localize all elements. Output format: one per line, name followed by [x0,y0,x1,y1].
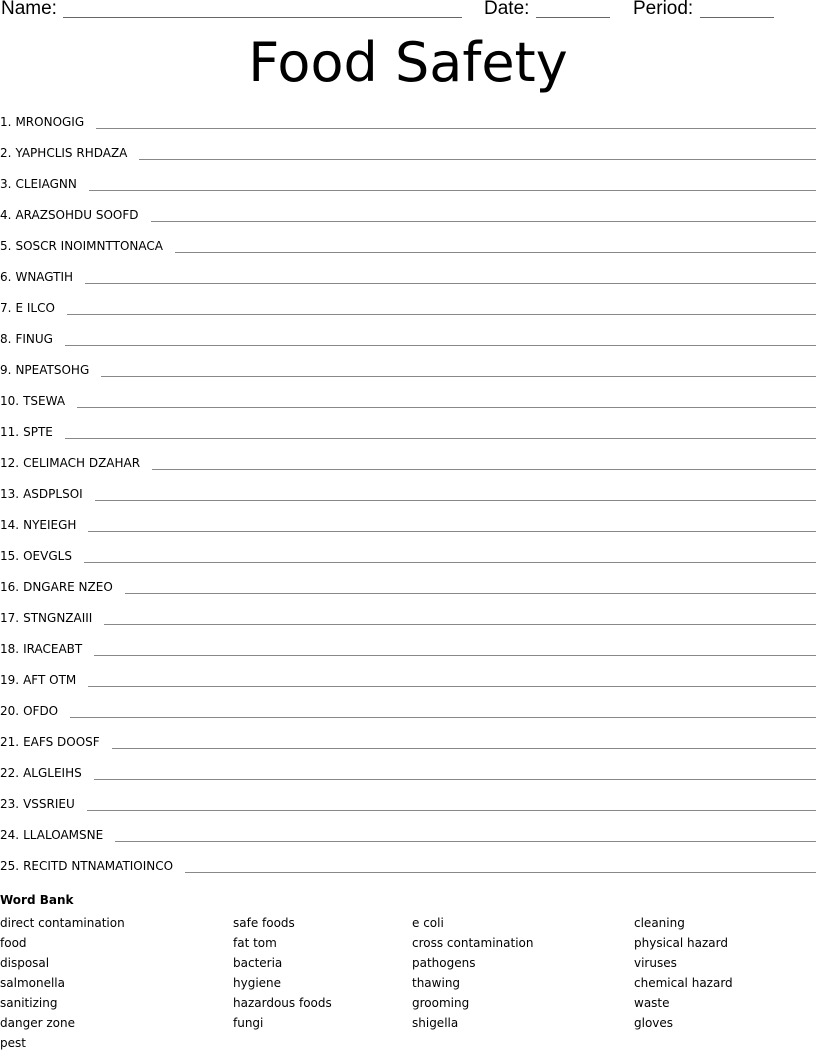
answer-line[interactable] [151,221,816,222]
answer-line[interactable] [175,252,816,253]
word-bank-item: waste [634,996,670,1010]
word-bank-item: pest [0,1036,26,1050]
question-number: 19. [0,673,20,687]
question-row [0,664,816,695]
name-field-line[interactable] [63,17,462,18]
answer-line[interactable] [95,500,816,501]
word-bank-item: gloves [634,1016,674,1030]
word-bank-item: thawing [412,976,461,990]
question-number: 17. [0,611,20,625]
scrambled-word: STNGNZAIII [23,611,93,625]
word-bank-item: viruses [634,956,677,970]
scrambled-word: YAPHCLIS RHDAZA [15,146,128,160]
scrambled-word: LLALOAMSNE [23,828,104,842]
scrambled-word: EAFS DOOSF [23,735,100,749]
name-label: Name: [1,0,57,19]
question-row [0,168,816,199]
question-row [0,106,816,137]
scrambled-word: NYEIEGH [23,518,77,532]
word-bank-item: salmonella [0,976,65,990]
scrambled-word: TSEWA [23,394,66,408]
answer-line[interactable] [104,624,816,625]
question-number: 22. [0,766,20,780]
question-number: 10. [0,394,20,408]
question-row [0,819,816,850]
scrambled-word: OEVGLS [23,549,72,563]
scrambled-word: CELIMACH DZAHAR [23,456,141,470]
word-bank-item: bacteria [233,956,283,970]
scrambled-word: DNGARE NZEO [23,580,113,594]
scrambled-word: SOSCR INOIMNTTONACA [15,239,163,253]
question-number: 1. [0,115,12,129]
scrambled-word: ALGLEIHS [23,766,82,780]
answer-line[interactable] [139,159,816,160]
question-row [0,540,816,571]
answer-line[interactable] [94,655,816,656]
question-number: 9. [0,363,12,377]
answer-line[interactable] [89,190,816,191]
answer-line[interactable] [88,531,816,532]
word-bank-column [412,913,534,1033]
question-number: 8. [0,332,12,346]
word-bank-column [0,913,125,1053]
word-bank-item: direct contamination [0,916,125,930]
word-bank-title: Word Bank [0,893,74,907]
question-row [0,509,816,540]
date-label: Date: [484,0,530,19]
word-bank-item: e coli [412,916,444,930]
scrambled-word: ARAZSOHDU SOOFD [15,208,139,222]
page-title: Food Safety [248,31,568,94]
question-number: 16. [0,580,20,594]
word-bank-item: pathogens [412,956,476,970]
answer-line[interactable] [87,810,816,811]
answer-line[interactable] [185,872,816,873]
answer-line[interactable] [70,717,816,718]
answer-line[interactable] [112,748,816,749]
answer-line[interactable] [77,407,816,408]
question-number: 3. [0,177,12,191]
question-row [0,137,816,168]
question-row [0,571,816,602]
scrambled-word: SPTE [23,425,53,439]
period-label: Period: [633,0,694,19]
answer-line[interactable] [125,593,816,594]
question-row [0,478,816,509]
answer-line[interactable] [84,562,816,563]
question-row [0,695,816,726]
word-bank-item: sanitizing [0,996,58,1010]
question-number: 18. [0,642,20,656]
question-number: 15. [0,549,20,563]
answer-line[interactable] [115,841,816,842]
question-row [0,416,816,447]
scrambled-word: ASDPLSOI [23,487,83,501]
word-bank-item: shigella [412,1016,459,1030]
word-bank-column [634,913,733,1033]
date-field-line[interactable] [536,17,610,18]
question-row [0,850,816,881]
answer-line[interactable] [96,128,816,129]
scrambled-word: VSSRIEU [23,797,75,811]
question-row [0,261,816,292]
scrambled-word: NPEATSOHG [15,363,90,377]
answer-line[interactable] [67,314,816,315]
word-bank-item: fat tom [233,936,277,950]
scrambled-word: E ILCO [15,301,55,315]
question-number: 6. [0,270,12,284]
question-number: 20. [0,704,20,718]
question-list [0,106,816,881]
question-number: 12. [0,456,20,470]
scrambled-word: MRONOGIG [15,115,85,129]
word-bank-item: danger zone [0,1016,75,1030]
scrambled-word: AFT OTM [23,673,77,687]
word-bank-item: food [0,936,27,950]
question-row [0,788,816,819]
scrambled-word: RECITD NTNAMATIOINCO [23,859,174,873]
question-row [0,726,816,757]
question-number: 4. [0,208,12,222]
question-number: 7. [0,301,12,315]
scrambled-word: FINUG [15,332,53,346]
question-row [0,230,816,261]
word-bank-item: cross contamination [412,936,534,950]
word-bank-item: grooming [412,996,470,1010]
answer-line[interactable] [101,376,816,377]
word-bank-item: physical hazard [634,936,728,950]
answer-line[interactable] [85,283,816,284]
question-number: 13. [0,487,20,501]
question-number: 14. [0,518,20,532]
word-bank-item: hazardous foods [233,996,332,1010]
question-row [0,354,816,385]
question-number: 11. [0,425,20,439]
answer-line[interactable] [88,686,816,687]
question-row [0,323,816,354]
question-number: 21. [0,735,20,749]
answer-line[interactable] [152,469,816,470]
answer-line[interactable] [65,345,816,346]
question-number: 23. [0,797,20,811]
word-bank-item: disposal [0,956,50,970]
word-bank-item: hygiene [233,976,282,990]
scrambled-word: IRACEABT [23,642,83,656]
word-bank-column [233,913,332,1033]
answer-line[interactable] [65,438,816,439]
question-row [0,447,816,478]
scrambled-word: WNAGTIH [15,270,74,284]
word-bank [0,913,816,1053]
question-number: 25. [0,859,20,873]
question-number: 5. [0,239,12,253]
answer-line[interactable] [94,779,816,780]
scrambled-word: OFDO [23,704,59,718]
word-bank-item: safe foods [233,916,295,930]
worksheet-header [0,0,816,22]
question-row [0,602,816,633]
question-row [0,292,816,323]
word-bank-item: chemical hazard [634,976,733,990]
question-row [0,757,816,788]
question-number: 24. [0,828,20,842]
period-field-line[interactable] [700,17,774,18]
word-bank-item: cleaning [634,916,685,930]
word-bank-item: fungi [233,1016,264,1030]
question-row [0,199,816,230]
scrambled-word: CLEIAGNN [15,177,77,191]
question-number: 2. [0,146,12,160]
question-row [0,633,816,664]
question-row [0,385,816,416]
